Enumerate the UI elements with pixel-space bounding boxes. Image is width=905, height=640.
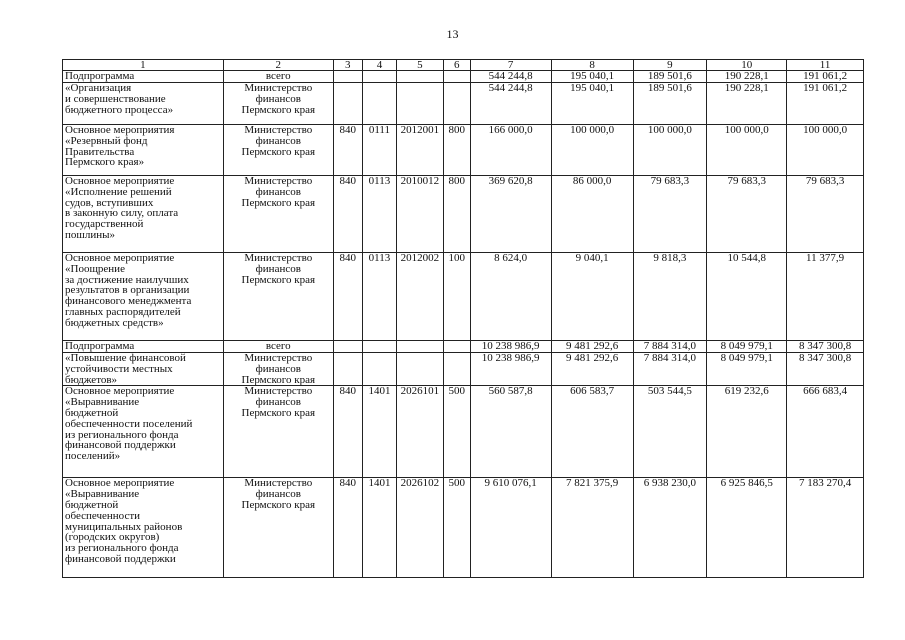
- row-value-cell: 8 049 979,1: [707, 353, 787, 386]
- header-cell: 6: [443, 60, 470, 71]
- row-name-cell: «Повышение финансовой устойчивости местных бюджетов»: [63, 353, 224, 386]
- row-value-cell: 9 610 076,1: [470, 478, 551, 578]
- row-code-cell: 840: [333, 253, 362, 341]
- row-code-cell: 840: [333, 176, 362, 253]
- row-value-cell: 79 683,3: [707, 176, 787, 253]
- row-value-cell: 79 683,3: [787, 176, 864, 253]
- row-value-cell: 190 228,1: [707, 71, 787, 83]
- row-code-cell: [362, 353, 396, 386]
- header-cell: 8: [551, 60, 633, 71]
- row-code-cell: [333, 83, 362, 125]
- row-executor-cell: Министерство финансов Пермского края: [223, 125, 333, 176]
- row-code-cell: 2012002: [397, 253, 444, 341]
- row-code-cell: [333, 71, 362, 83]
- row-code-cell: [397, 353, 444, 386]
- row-value-cell: 189 501,6: [633, 83, 707, 125]
- row-value-cell: 560 587,8: [470, 386, 551, 478]
- row-value-cell: 8 347 300,8: [787, 341, 864, 353]
- row-name-cell: Основное мероприятие «Поощрение за достижение наилучших результатов в организации финансового менеджмента главных распорядителей бюджетных средств»: [63, 253, 224, 341]
- row-value-cell: 100 000,0: [633, 125, 707, 176]
- row-value-cell: 7 884 314,0: [633, 341, 707, 353]
- row-value-cell: 9 040,1: [551, 253, 633, 341]
- row-executor-cell: Министерство финансов Пермского края: [223, 83, 333, 125]
- row-code-cell: 500: [443, 386, 470, 478]
- header-cell: 7: [470, 60, 551, 71]
- row-code-cell: 2026101: [397, 386, 444, 478]
- row-code-cell: [362, 71, 396, 83]
- row-code-cell: [397, 341, 444, 353]
- row-code-cell: 2026102: [397, 478, 444, 578]
- row-name-cell: Основное мероприятия «Резервный фонд Правительства Пермского края»: [63, 125, 224, 176]
- row-value-cell: 191 061,2: [787, 71, 864, 83]
- row-name-cell: Основное мероприятие «Исполнение решений судов, вступивших в законную силу, оплата государственной пошлины»: [63, 176, 224, 253]
- row-code-cell: [443, 341, 470, 353]
- row-value-cell: 195 040,1: [551, 83, 633, 125]
- row-code-cell: [362, 341, 396, 353]
- row-value-cell: 7 183 270,4: [787, 478, 864, 578]
- row-name-cell: Основное мероприятие «Выравнивание бюджетной обеспеченности муниципальных районов (городских округов) из регионального фонда финансовой поддержки: [63, 478, 224, 578]
- row-value-cell: 544 244,8: [470, 83, 551, 125]
- row-code-cell: 800: [443, 125, 470, 176]
- table-row: [63, 125, 864, 176]
- row-code-cell: [443, 83, 470, 125]
- row-value-cell: 544 244,8: [470, 71, 551, 83]
- row-code-cell: 840: [333, 125, 362, 176]
- row-value-cell: 8 347 300,8: [787, 353, 864, 386]
- row-value-cell: 6 925 846,5: [707, 478, 787, 578]
- table-row: [63, 386, 864, 478]
- table-row: [63, 83, 864, 125]
- row-executor-cell: Министерство финансов Пермского края: [223, 478, 333, 578]
- row-value-cell: 8 624,0: [470, 253, 551, 341]
- row-name-cell: Основное мероприятие «Выравнивание бюджетной обеспеченности поселений из регионального фонда финансовой поддержки поселений»: [63, 386, 224, 478]
- row-code-cell: 1401: [362, 478, 396, 578]
- row-code-cell: 0111: [362, 125, 396, 176]
- row-value-cell: 9 481 292,6: [551, 353, 633, 386]
- row-executor-cell: Министерство финансов Пермского края: [223, 386, 333, 478]
- row-code-cell: 1401: [362, 386, 396, 478]
- row-executor-cell: Министерство финансов Пермского края: [223, 253, 333, 341]
- row-code-cell: [397, 71, 444, 83]
- row-name-cell: «Организация и совершенствование бюджетного процесса»: [63, 83, 224, 125]
- row-code-cell: 840: [333, 386, 362, 478]
- row-code-cell: [333, 341, 362, 353]
- row-code-cell: [443, 353, 470, 386]
- row-code-cell: 840: [333, 478, 362, 578]
- row-code-cell: [333, 353, 362, 386]
- row-value-cell: 86 000,0: [551, 176, 633, 253]
- row-value-cell: 100 000,0: [551, 125, 633, 176]
- row-executor-cell: всего: [223, 71, 333, 83]
- header-cell: 5: [397, 60, 444, 71]
- table-row: [63, 478, 864, 578]
- table-row: [63, 253, 864, 341]
- row-value-cell: 7 821 375,9: [551, 478, 633, 578]
- row-executor-cell: всего: [223, 341, 333, 353]
- row-code-cell: [362, 83, 396, 125]
- row-value-cell: 189 501,6: [633, 71, 707, 83]
- header-cell: 1: [63, 60, 224, 71]
- row-value-cell: 191 061,2: [787, 83, 864, 125]
- row-value-cell: 100 000,0: [707, 125, 787, 176]
- row-value-cell: 11 377,9: [787, 253, 864, 341]
- row-value-cell: 619 232,6: [707, 386, 787, 478]
- row-code-cell: [443, 71, 470, 83]
- row-name-cell: Подпрограмма: [63, 71, 224, 83]
- header-cell: 2: [223, 60, 333, 71]
- header-cell: 11: [787, 60, 864, 71]
- table-row: [63, 341, 864, 353]
- header-cell: 10: [707, 60, 787, 71]
- row-value-cell: 8 049 979,1: [707, 341, 787, 353]
- header-cell: 9: [633, 60, 707, 71]
- row-value-cell: 10 238 986,9: [470, 341, 551, 353]
- table-row: [63, 176, 864, 253]
- row-code-cell: 800: [443, 176, 470, 253]
- row-value-cell: 606 583,7: [551, 386, 633, 478]
- row-value-cell: 100 000,0: [787, 125, 864, 176]
- page-number: 13: [446, 27, 459, 41]
- row-value-cell: 10 238 986,9: [470, 353, 551, 386]
- row-value-cell: 369 620,8: [470, 176, 551, 253]
- row-code-cell: 100: [443, 253, 470, 341]
- header-cell: 4: [362, 60, 396, 71]
- header-cell: 3: [333, 60, 362, 71]
- column-number-header: [63, 60, 864, 71]
- row-value-cell: 6 938 230,0: [633, 478, 707, 578]
- row-code-cell: 0113: [362, 176, 396, 253]
- row-value-cell: 190 228,1: [707, 83, 787, 125]
- row-value-cell: 166 000,0: [470, 125, 551, 176]
- row-value-cell: 10 544,8: [707, 253, 787, 341]
- row-code-cell: 500: [443, 478, 470, 578]
- row-value-cell: 7 884 314,0: [633, 353, 707, 386]
- row-value-cell: 195 040,1: [551, 71, 633, 83]
- row-name-cell: Подпрограмма: [63, 341, 224, 353]
- row-executor-cell: Министерство финансов Пермского края: [223, 176, 333, 253]
- row-value-cell: 503 544,5: [633, 386, 707, 478]
- row-executor-cell: Министерство финансов Пермского края: [223, 353, 333, 386]
- row-code-cell: 2010012: [397, 176, 444, 253]
- table-row: [63, 353, 864, 386]
- row-code-cell: [397, 83, 444, 125]
- budget-table: [62, 59, 864, 578]
- row-code-cell: 2012001: [397, 125, 444, 176]
- table-row: [63, 71, 864, 83]
- row-code-cell: 0113: [362, 253, 396, 341]
- row-value-cell: 666 683,4: [787, 386, 864, 478]
- row-value-cell: 9 818,3: [633, 253, 707, 341]
- row-value-cell: 79 683,3: [633, 176, 707, 253]
- row-value-cell: 9 481 292,6: [551, 341, 633, 353]
